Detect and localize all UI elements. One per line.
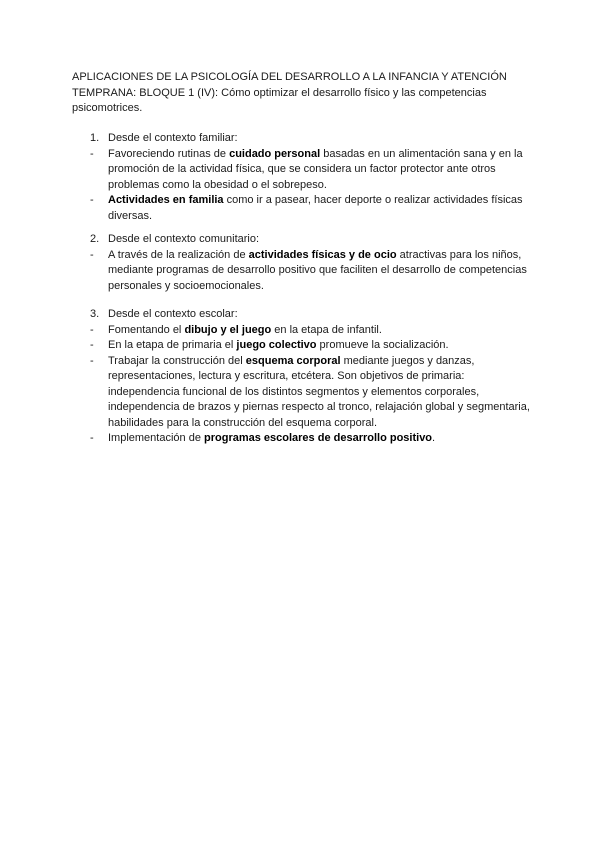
bold-term: esquema corporal: [245, 354, 341, 367]
section-heading: [72, 307, 532, 323]
bullet-dash: -: [90, 339, 94, 351]
list-item-text: Favoreciendo rutinas de cuidado personal basadas en un alimentación sana y en la promoción de la actividad física, que se considera un factor protector ante otros problemas como la obesidad o el sobrepeso.: [108, 147, 523, 191]
list-item-text: Actividades en familia como ir a pasear, hacer deporte o realizar actividades físicas diversas.: [108, 194, 523, 222]
bold-term: Actividades en familia: [108, 194, 224, 206]
bold-term: cuidado personal: [229, 147, 321, 160]
list-item-text: Implementación de programas escolares de desarrollo positivo.: [108, 432, 436, 444]
list-item: [72, 338, 532, 354]
bullet-dash: -: [90, 354, 94, 367]
section-heading-text: Desde el contexto comunitario:: [108, 233, 260, 245]
list-item-text: Fomentando el dibujo y el juego en la etapa de infantil.: [108, 323, 382, 336]
section-community-context: [72, 232, 532, 294]
section-school-context: [72, 307, 532, 447]
section-number: 2.: [90, 233, 100, 245]
list-item-text: En la etapa de primaria el juego colectivo promueve la socialización.: [108, 339, 449, 351]
list-item: [72, 354, 532, 432]
bold-term: juego colectivo: [236, 339, 317, 351]
bold-term: actividades físicas y de ocio: [248, 248, 397, 261]
list-item: [72, 431, 532, 447]
section-number: 1.: [90, 132, 100, 144]
section-family-context: [72, 131, 532, 224]
section-heading-text: Desde el contexto escolar:: [108, 308, 238, 320]
list-item: [72, 147, 532, 194]
list-item: [72, 193, 532, 224]
list-item: [72, 248, 532, 295]
bullet-dash: -: [90, 248, 94, 261]
section-number: 3.: [90, 308, 100, 320]
bullet-dash: -: [90, 194, 94, 206]
document-title: APLICACIONES DE LA PSICOLOGÍA DEL DESARROLLO A LA INFANCIA Y ATENCIÓN TEMPRANA: BLOQUE 1 (IV): Cómo optimizar el desarrollo físico y las competencias psicomotrices.: [72, 71, 507, 114]
section-heading-text: Desde el contexto familiar:: [108, 132, 238, 144]
list-item-text: Trabajar la construcción del esquema corporal mediante juegos y danzas, representaciones, lectura y escritura, etcétera. Son objetivos de primaria: independencia funcional de los distintos segmentos y elementos corporales, independencia de brazos y piernas respecto al tronco, relajación global y segmentaria, habilidades para la construcción del esquema corporal.: [108, 354, 530, 429]
bullet-dash: -: [90, 147, 94, 160]
list-item-text: A través de la realización de actividades físicas y de ocio atractivas para los niños, mediante programas de desarrollo positivo que faciliten el desarrollo de competencias personales y socioemocionales.: [108, 248, 527, 292]
bold-term: dibujo y el juego: [184, 323, 272, 336]
bold-term: programas escolares de desarrollo positivo: [204, 432, 433, 444]
section-heading: [72, 232, 532, 248]
section-heading: [72, 131, 532, 147]
bullet-dash: -: [90, 323, 94, 336]
bullet-dash: -: [90, 432, 94, 444]
list-item: [72, 323, 532, 339]
